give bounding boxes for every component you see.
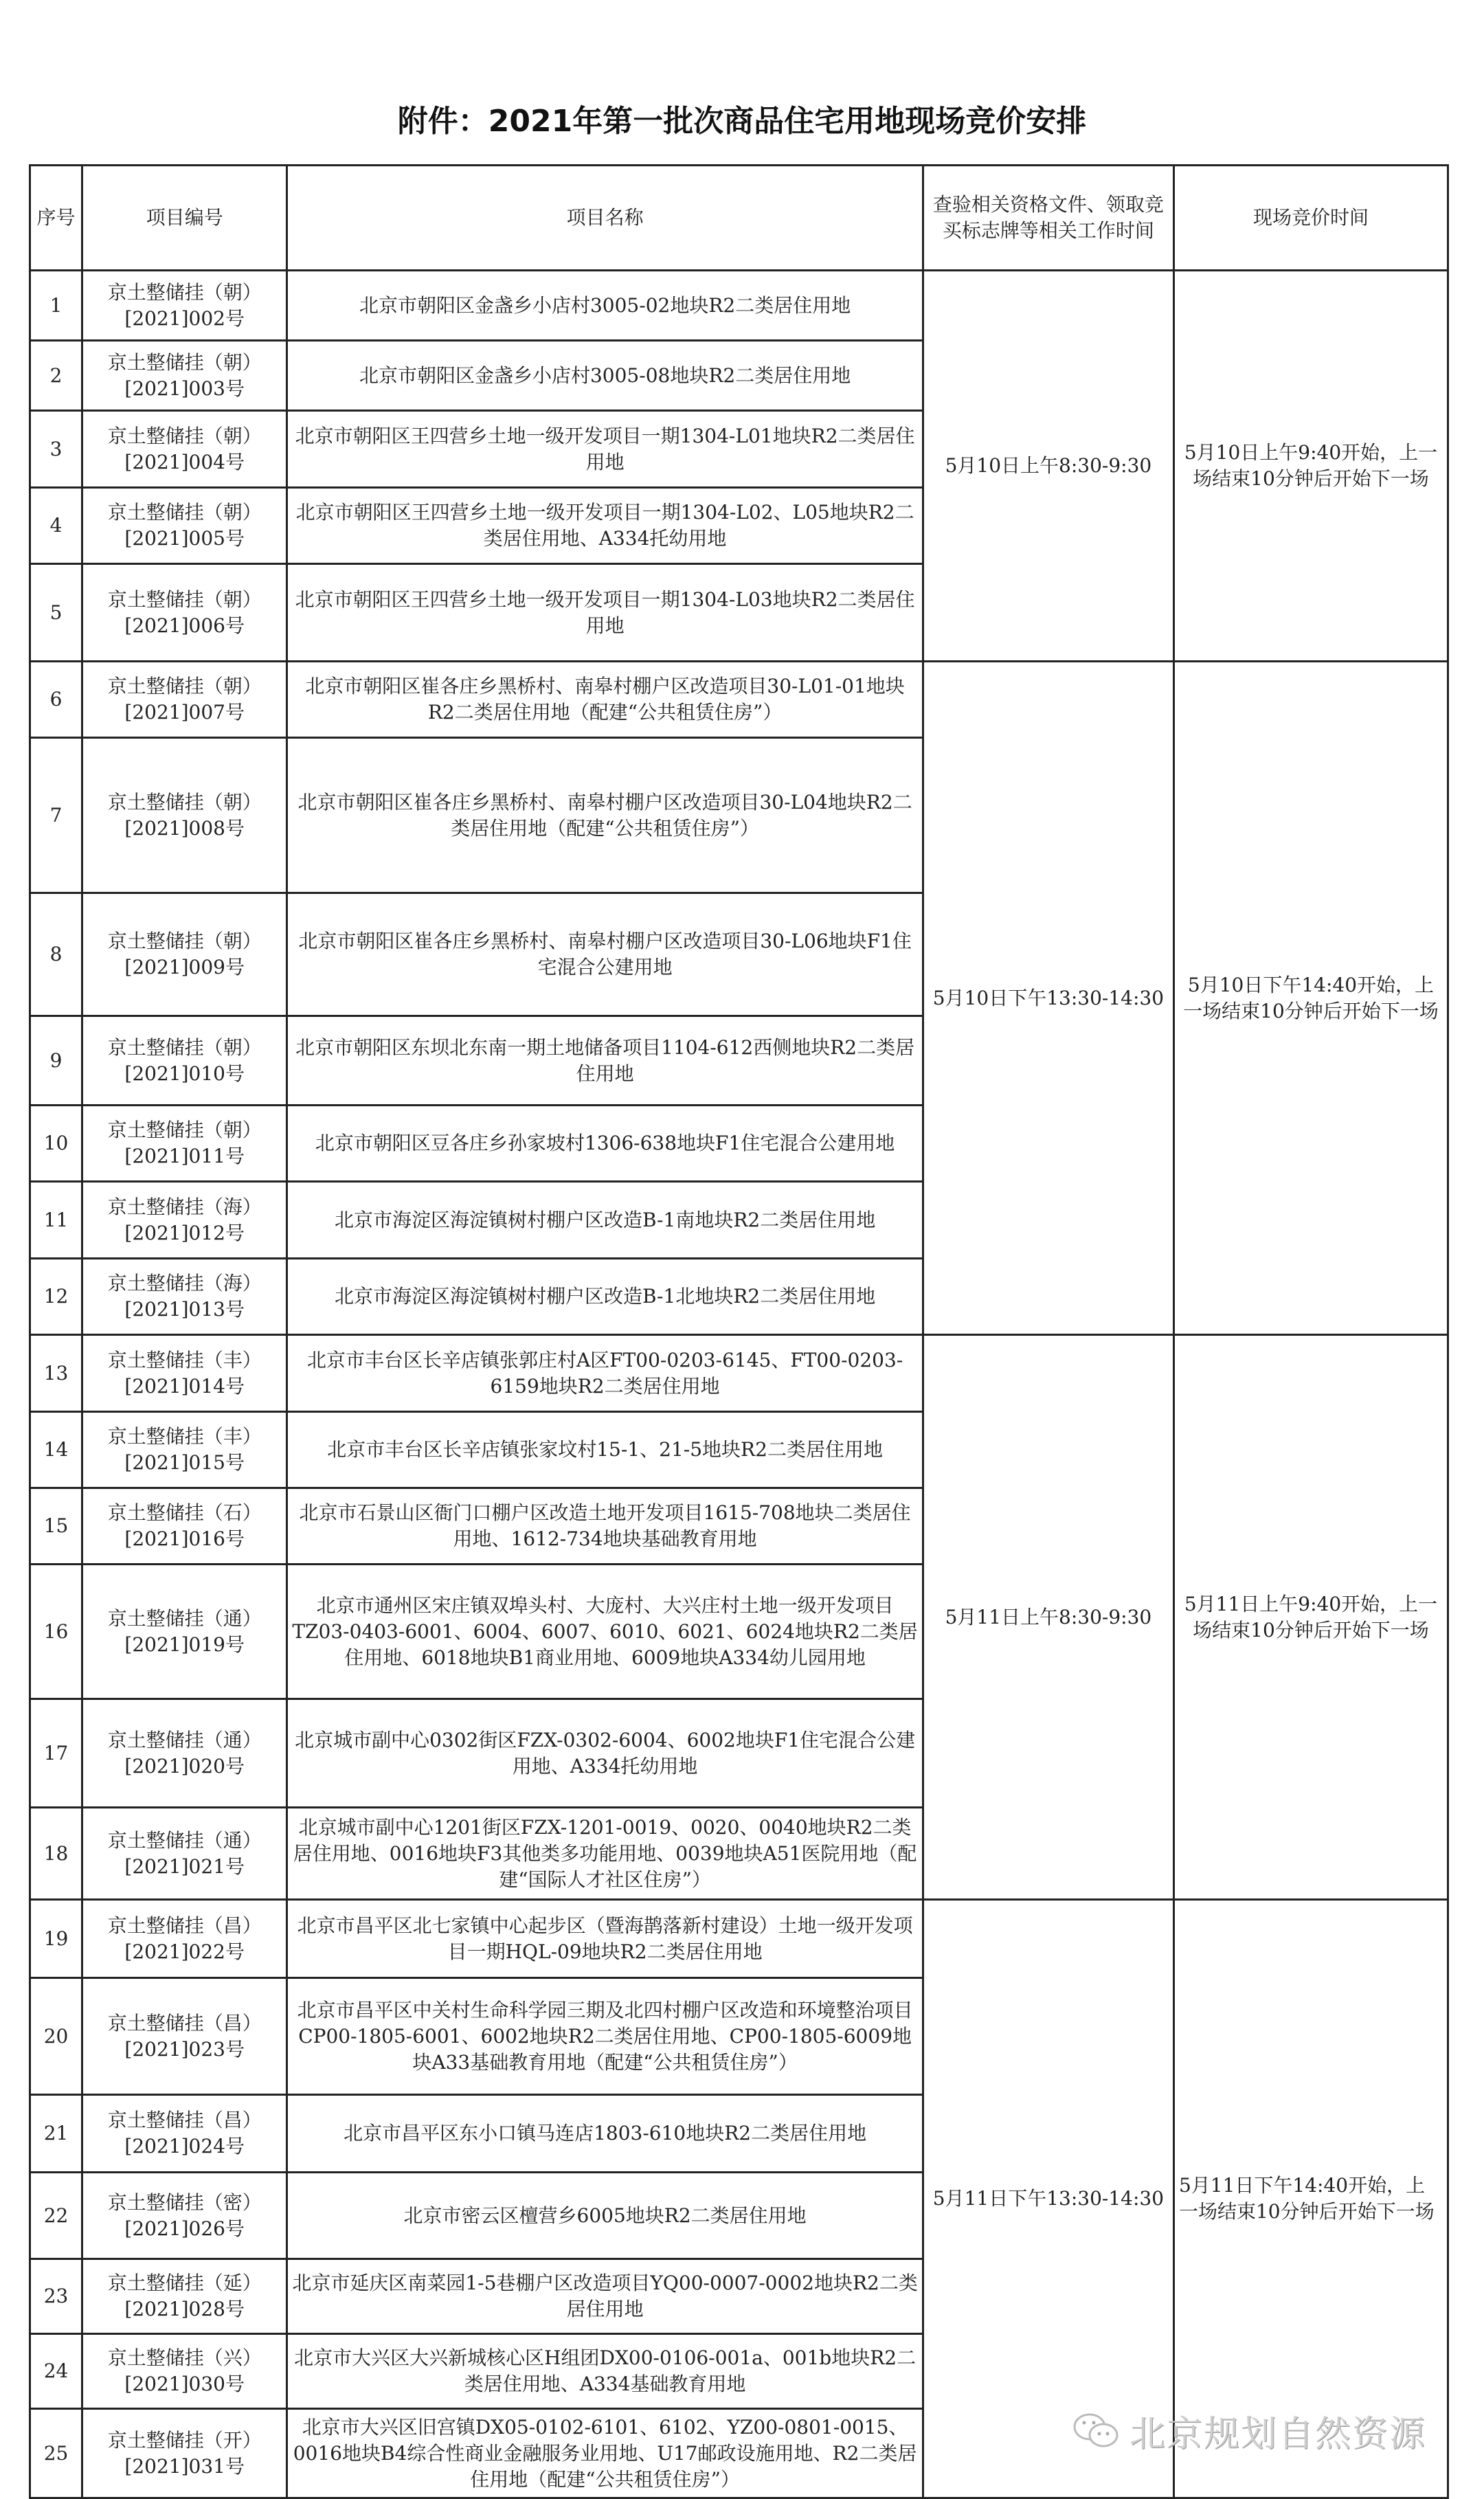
row-number: 19: [30, 1900, 82, 1978]
project-code: 京土整储挂（通）[2021]020号: [82, 1699, 287, 1808]
project-code: 京土整储挂（兴）[2021]030号: [82, 2334, 287, 2409]
row-number: 15: [30, 1488, 82, 1565]
row-number: 3: [30, 411, 82, 488]
project-name: 北京市朝阳区王四营乡土地一级开发项目一期1304-L02、L05地块R2二类居住用地、A334托幼用地: [287, 488, 923, 564]
project-name: 北京城市副中心0302街区FZX-0302-6004、6002地块F1住宅混合公建用地、A334托幼用地: [287, 1699, 923, 1808]
project-name: 北京市朝阳区豆各庄乡孙家坡村1306-638地块F1住宅混合公建用地: [287, 1106, 923, 1182]
project-name: 北京市朝阳区崔各庄乡黑桥村、南皋村棚户区改造项目30-L04地块R2二类居住用地（配建“公共租赁住房”）: [287, 738, 923, 893]
project-code: 京土整储挂（通）[2021]021号: [82, 1808, 287, 1900]
check-time: 5月10日上午8:30-9:30: [923, 271, 1173, 662]
project-name: 北京市大兴区大兴新城核心区H组团DX00-0106-001a、001b地块R2二类居住用地、A334基础教育用地: [287, 2334, 923, 2409]
row-number: 2: [30, 341, 82, 411]
row-number: 14: [30, 1412, 82, 1488]
project-code: 京土整储挂（密）[2021]026号: [82, 2173, 287, 2259]
watermark: [1072, 2405, 1426, 2456]
table-row: [30, 1900, 1448, 1978]
header-check-time: 查验相关资格文件、领取竞买标志牌等相关工作时间: [923, 166, 1173, 271]
row-number: 13: [30, 1335, 82, 1412]
project-code: 京土整储挂（朝）[2021]005号: [82, 488, 287, 564]
project-name: 北京市朝阳区东坝北东南一期土地储备项目1104-612西侧地块R2二类居住用地: [287, 1016, 923, 1106]
row-number: 22: [30, 2173, 82, 2259]
row-number: 6: [30, 662, 82, 738]
project-name: 北京市丰台区长辛店镇张郭庄村A区FT00-0203-6145、FT00-0203-6159地块R2二类居住用地: [287, 1335, 923, 1412]
row-number: 12: [30, 1259, 82, 1335]
row-number: 5: [30, 564, 82, 662]
project-name: 北京市通州区宋庄镇双埠头村、大庞村、大兴庄村土地一级开发项目TZ03-0403-6001、6004、6007、6010、6021、6024地块R2二类居住用地、6018地块B1商业用地、6009地块A334幼儿园用地: [287, 1565, 923, 1699]
project-name: 北京市朝阳区崔各庄乡黑桥村、南皋村棚户区改造项目30-L06地块F1住宅混合公建用地: [287, 893, 923, 1016]
check-time: 5月11日下午13:30-14:30: [923, 1900, 1173, 2498]
project-code: 京土整储挂（朝）[2021]003号: [82, 341, 287, 411]
row-number: 17: [30, 1699, 82, 1808]
project-name: 北京市昌平区北七家镇中心起步区（暨海鹊落新村建设）土地一级开发项目一期HQL-09地块R2二类居住用地: [287, 1900, 923, 1978]
project-code: 京土整储挂（延）[2021]028号: [82, 2259, 287, 2334]
project-code: 京土整储挂（昌）[2021]024号: [82, 2095, 287, 2173]
project-code: 京土整储挂（朝）[2021]009号: [82, 893, 287, 1016]
row-number: 8: [30, 893, 82, 1016]
project-code: 京土整储挂（开）[2021]031号: [82, 2409, 287, 2498]
header-code: 项目编号: [82, 166, 287, 271]
wechat-icon: [1072, 2412, 1120, 2450]
project-code: 京土整储挂（海）[2021]012号: [82, 1182, 287, 1259]
table-row: [30, 1335, 1448, 1412]
project-code: 京土整储挂（丰）[2021]014号: [82, 1335, 287, 1412]
header-row: [30, 166, 1448, 271]
header-auction-time: 现场竞价时间: [1173, 166, 1448, 271]
project-code: 京土整储挂（朝）[2021]011号: [82, 1106, 287, 1182]
table-row: [30, 271, 1448, 341]
auction-time: 5月11日下午14:40开始，上一场结束10分钟后开始下一场: [1173, 1900, 1448, 2498]
project-name: 北京城市副中心1201街区FZX-1201-0019、0020、0040地块R2二类居住用地、0016地块F3其他类多功能用地、0039地块A51医院用地（配建“国际人才社区住房”）: [287, 1808, 923, 1900]
project-code: 京土整储挂（丰）[2021]015号: [82, 1412, 287, 1488]
project-code: 京土整储挂（朝）[2021]008号: [82, 738, 287, 893]
row-number: 4: [30, 488, 82, 564]
row-number: 21: [30, 2095, 82, 2173]
row-number: 16: [30, 1565, 82, 1699]
auction-time: 5月10日上午9:40开始，上一场结束10分钟后开始下一场: [1173, 271, 1448, 662]
auction-time: 5月10日下午14:40开始，上一场结束10分钟后开始下一场: [1173, 662, 1448, 1335]
project-name: 北京市朝阳区崔各庄乡黑桥村、南皋村棚户区改造项目30-L01-01地块R2二类居住用地（配建“公共租赁住房”）: [287, 662, 923, 738]
row-number: 25: [30, 2409, 82, 2498]
project-code: 京土整储挂（石）[2021]016号: [82, 1488, 287, 1565]
project-code: 京土整储挂（朝）[2021]007号: [82, 662, 287, 738]
project-name: 北京市海淀区海淀镇树村棚户区改造B-1北地块R2二类居住用地: [287, 1259, 923, 1335]
project-name: 北京市朝阳区金盏乡小店村3005-08地块R2二类居住用地: [287, 341, 923, 411]
auction-schedule-table: [29, 164, 1449, 2499]
project-name: 北京市朝阳区王四营乡土地一级开发项目一期1304-L03地块R2二类居住用地: [287, 564, 923, 662]
page-title: 附件：2021年第一批次商品住宅用地现场竞价安排: [397, 104, 1087, 139]
watermark-text: 北京规划自然资源: [1129, 2414, 1427, 2455]
row-number: 20: [30, 1978, 82, 2095]
row-number: 18: [30, 1808, 82, 1900]
project-name: 北京市朝阳区金盏乡小店村3005-02地块R2二类居住用地: [287, 271, 923, 341]
row-number: 9: [30, 1016, 82, 1106]
project-code: 京土整储挂（朝）[2021]006号: [82, 564, 287, 662]
project-name: 北京市石景山区衙门口棚户区改造土地开发项目1615-708地块二类居住用地、1612-734地块基础教育用地: [287, 1488, 923, 1565]
table-row: [30, 662, 1448, 738]
project-code: 京土整储挂（朝）[2021]002号: [82, 271, 287, 341]
project-name: 北京市昌平区东小口镇马连店1803-610地块R2二类居住用地: [287, 2095, 923, 2173]
row-number: 24: [30, 2334, 82, 2409]
auction-time: 5月11日上午9:40开始，上一场结束10分钟后开始下一场: [1173, 1335, 1448, 1900]
row-number: 23: [30, 2259, 82, 2334]
project-code: 京土整储挂（昌）[2021]023号: [82, 1978, 287, 2095]
project-name: 北京市海淀区海淀镇树村棚户区改造B-1南地块R2二类居住用地: [287, 1182, 923, 1259]
row-number: 7: [30, 738, 82, 893]
project-name: 北京市丰台区长辛店镇张家坟村15-1、21-5地块R2二类居住用地: [287, 1412, 923, 1488]
project-name: 北京市朝阳区王四营乡土地一级开发项目一期1304-L01地块R2二类居住用地: [287, 411, 923, 488]
project-code: 京土整储挂（昌）[2021]022号: [82, 1900, 287, 1978]
project-code: 京土整储挂（通）[2021]019号: [82, 1565, 287, 1699]
row-number: 11: [30, 1182, 82, 1259]
check-time: 5月11日上午8:30-9:30: [923, 1335, 1173, 1900]
check-time: 5月10日下午13:30-14:30: [923, 662, 1173, 1335]
row-number: 10: [30, 1106, 82, 1182]
project-code: 京土整储挂（朝）[2021]010号: [82, 1016, 287, 1106]
header-name: 项目名称: [287, 166, 923, 271]
header-no: 序号: [30, 166, 82, 271]
project-code: 京土整储挂（朝）[2021]004号: [82, 411, 287, 488]
row-number: 1: [30, 271, 82, 341]
project-code: 京土整储挂（海）[2021]013号: [82, 1259, 287, 1335]
project-name: 北京市延庆区南菜园1-5巷棚户区改造项目YQ00-0007-0002地块R2二类居住用地: [287, 2259, 923, 2334]
project-name: 北京市昌平区中关村生命科学园三期及北四村棚户区改造和环境整治项目CP00-1805-6001、6002地块R2二类居住用地、CP00-1805-6009地块A33基础教育用地（配建“公共租赁住房”）: [287, 1978, 923, 2095]
project-name: 北京市密云区檀营乡6005地块R2二类居住用地: [287, 2173, 923, 2259]
project-name: 北京市大兴区旧宫镇DX05-0102-6101、6102、YZ00-0801-0015、0016地块B4综合性商业金融服务业用地、U17邮政设施用地、R2二类居住用地（配建“公共租赁住房”）: [287, 2409, 923, 2498]
